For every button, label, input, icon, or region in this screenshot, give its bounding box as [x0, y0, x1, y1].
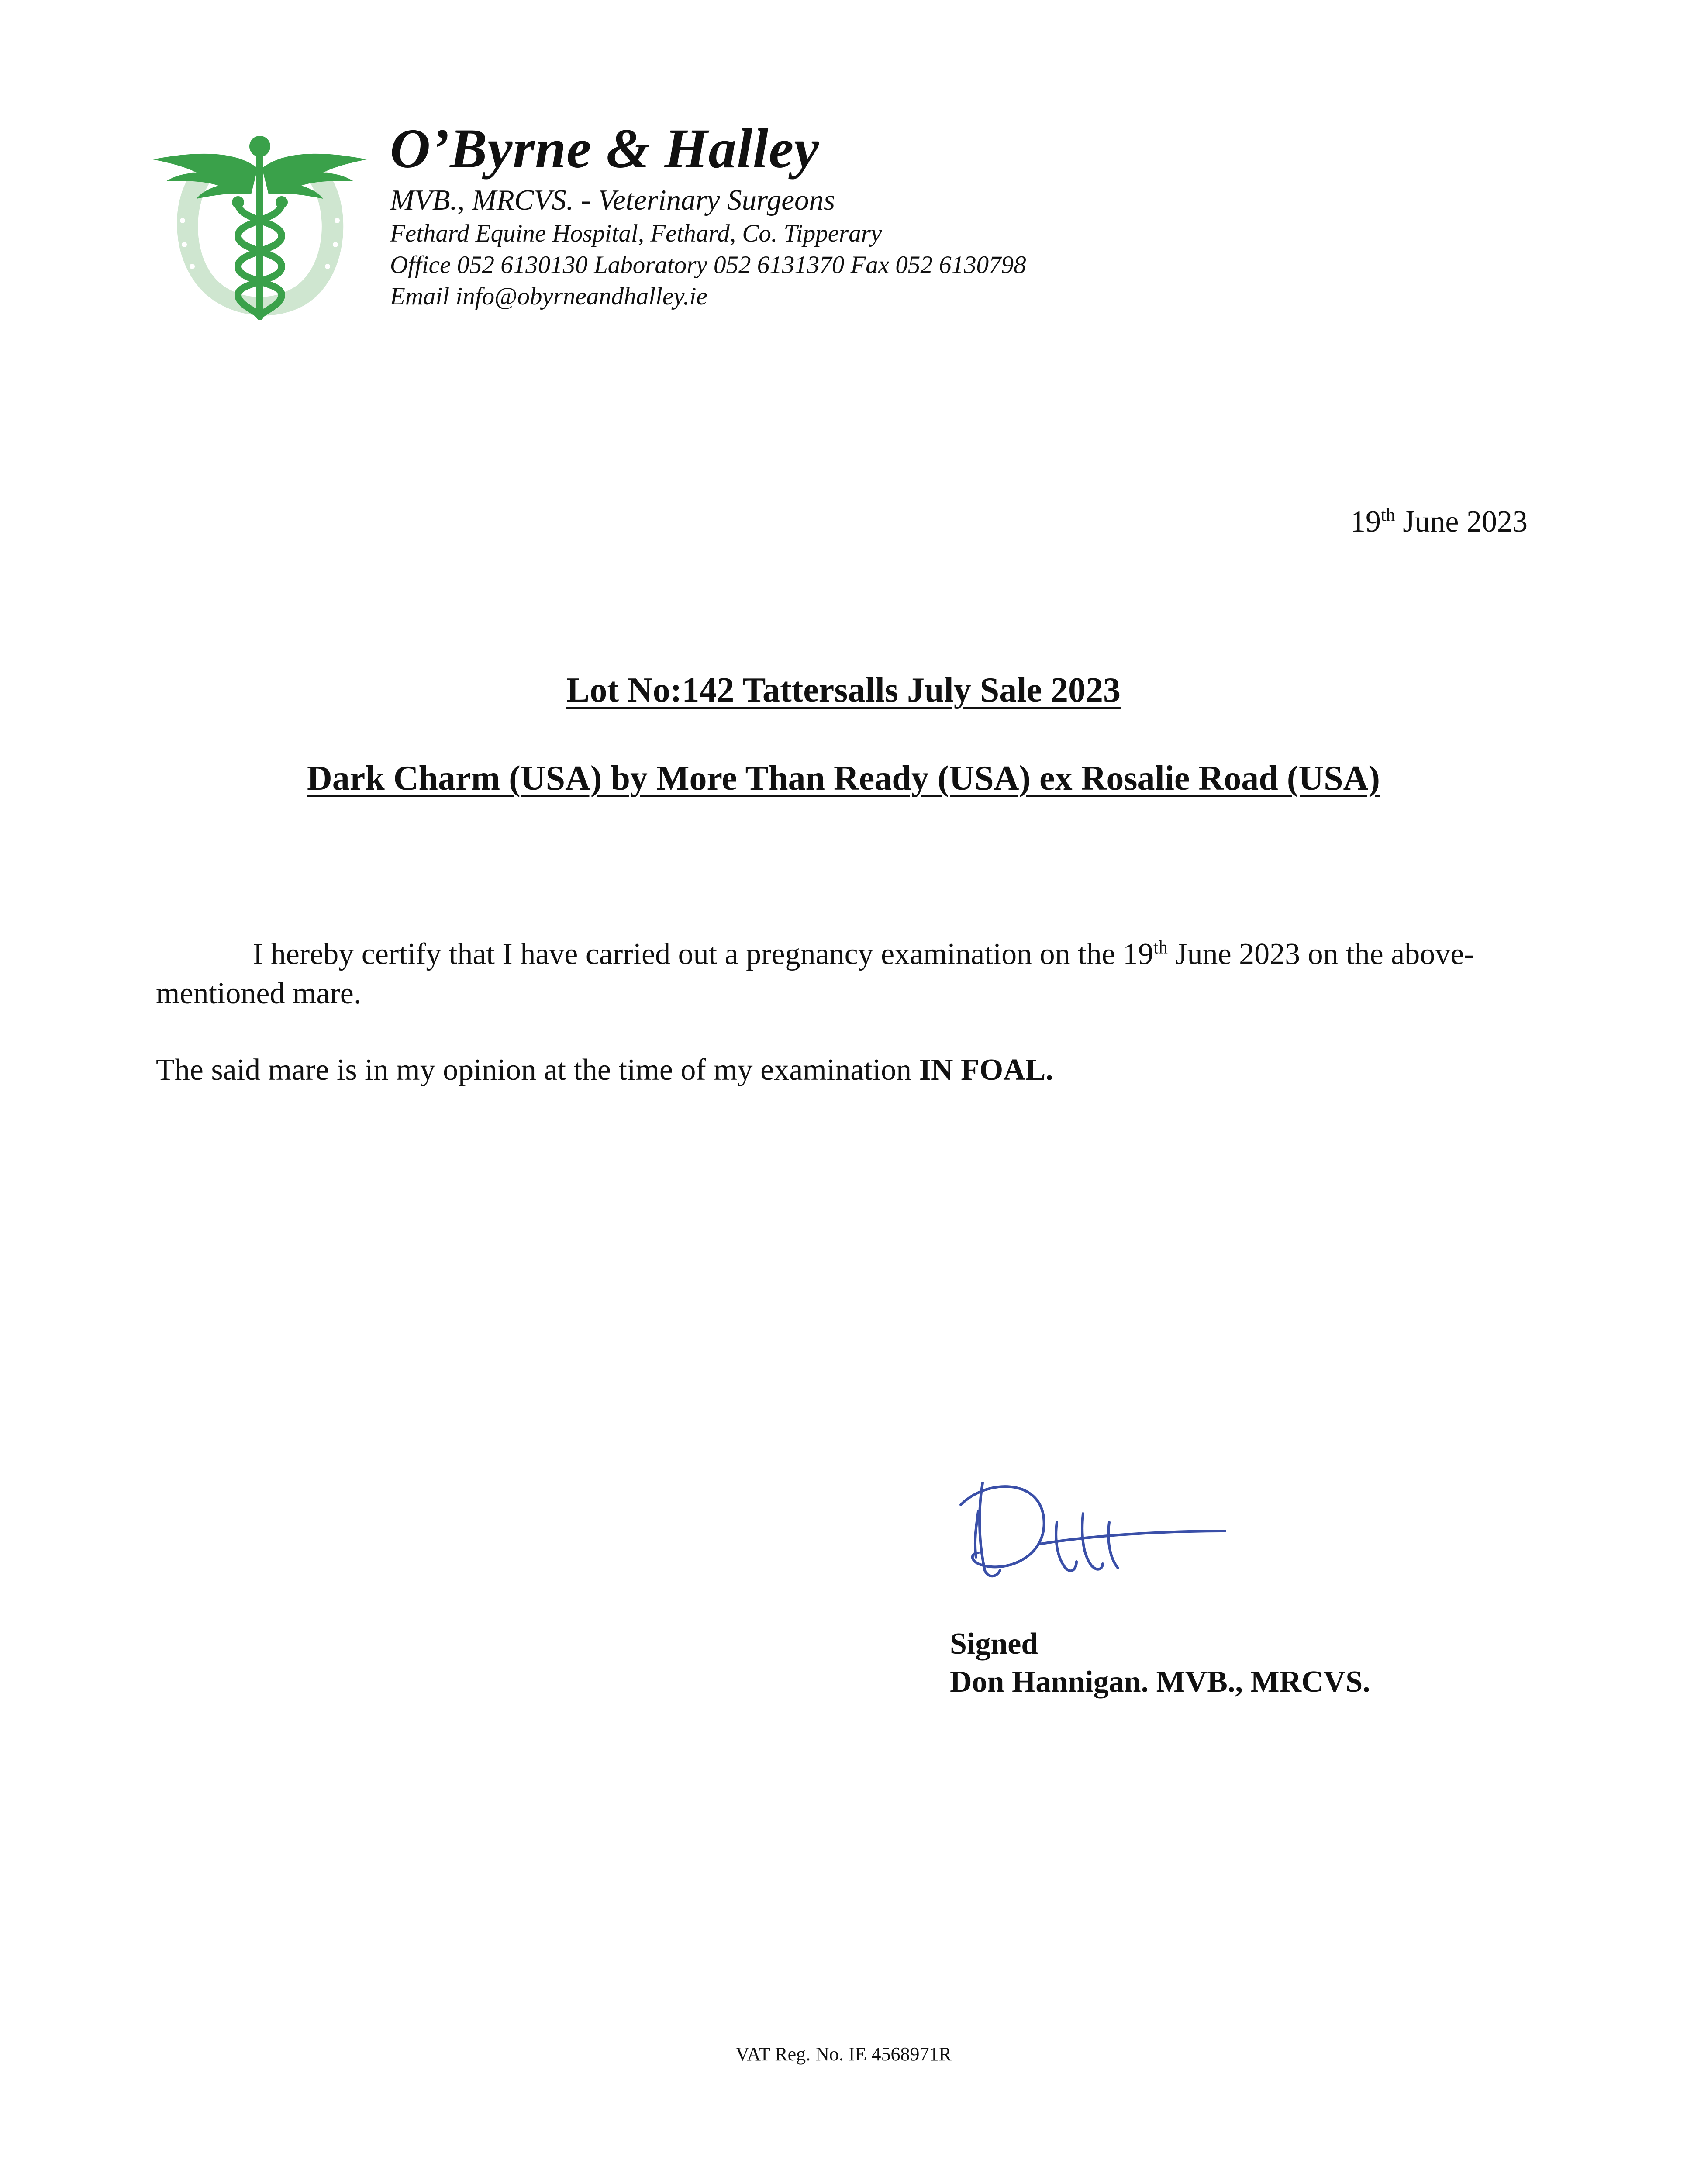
- vat-registration: VAT Reg. No. IE 4568971R: [735, 2043, 952, 2065]
- signatory-name: Don Hannigan. MVB., MRCVS.: [950, 1665, 1370, 1699]
- para1-start: I hereby certify that I have carried out a pregnancy examination on the 19: [253, 937, 1154, 971]
- lot-heading: Lot No:142 Tattersalls July Sale 2023: [566, 671, 1121, 709]
- handwritten-signature: [952, 1470, 1232, 1592]
- letter-date: [1350, 502, 1528, 542]
- firm-name: O’Byrne & Halley: [390, 117, 819, 180]
- in-foal-status: IN FOAL.: [919, 1053, 1053, 1087]
- signature-block: [950, 1625, 1370, 1701]
- letterhead: [390, 116, 1026, 312]
- para1-end: June 2023 on the above-mentioned mare.: [156, 937, 1474, 1010]
- firm-qualifications: MVB., MRCVS. - Veterinary Surgeons: [390, 184, 835, 216]
- date-suffix: th: [1381, 505, 1395, 525]
- opinion-paragraph: [156, 1051, 1532, 1090]
- certification-paragraph: [156, 935, 1532, 1013]
- caduceus-horseshoe-icon: [148, 133, 371, 325]
- para1-sup: th: [1153, 937, 1168, 958]
- date-rest: June 2023: [1395, 505, 1528, 539]
- firm-phones: Office 052 6130130 Laboratory 052 6131370 Fax 052 6130798: [390, 251, 1026, 279]
- horse-heading: Dark Charm (USA) by More Than Ready (USA) ex Rosalie Road (USA): [307, 759, 1380, 798]
- para2-start: The said mare is in my opinion at the time of my examination: [156, 1053, 919, 1087]
- firm-address: Fethard Equine Hospital, Fethard, Co. Tipperary: [390, 220, 882, 247]
- date-day: 19: [1350, 505, 1381, 539]
- signed-label: Signed: [950, 1627, 1038, 1661]
- firm-email: Email info@obyrneandhalley.ie: [390, 283, 707, 310]
